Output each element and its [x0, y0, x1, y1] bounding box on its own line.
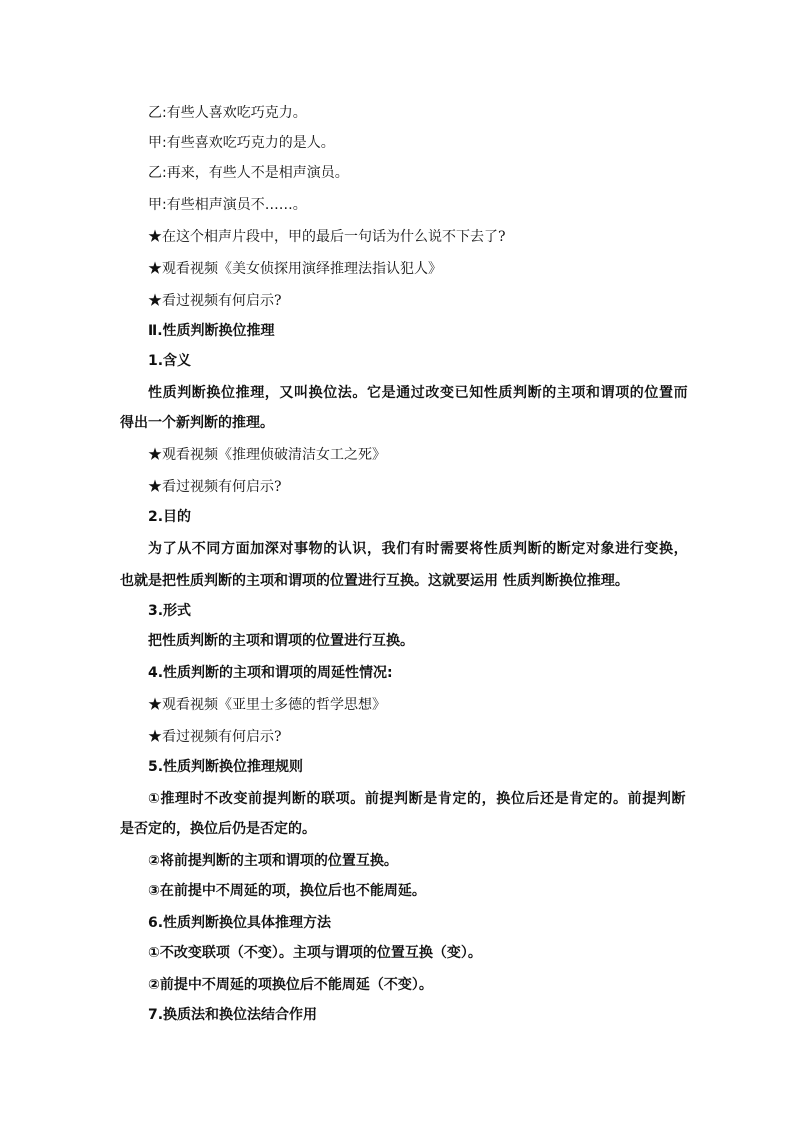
video-star-2: ★观看视频《推理侦破清洁女工之死》 [148, 447, 386, 463]
subheading-5: 5.性质判断换位推理规则 [148, 759, 304, 775]
dialogue-line-yi-2: 乙:再来，有些人不是相声演员。 [148, 165, 349, 181]
rule-1-line-1: ①推理时不改变前提判断的联项。前提判断是肯定的，换位后还是肯定的。前提判断 [148, 791, 687, 807]
insight-star-1: ★看过视频有何启示? [148, 293, 282, 309]
insight-star-2: ★看过视频有何启示? [148, 479, 282, 495]
question-star-1: ★在这个相声片段中，甲的最后一句话为什么说不下去了? [148, 229, 506, 245]
subheading-1: 1.含义 [148, 353, 192, 369]
video-star-1: ★观看视频《美女侦探用演绎推理法指认犯人》 [148, 261, 442, 277]
dialogue-line-jia-1: 甲:有些喜欢吃巧克力的是人。 [148, 135, 335, 151]
rule-1-line-2: 是否定的，换位后仍是否定的。 [120, 821, 316, 837]
paragraph-definition-line-2: 得出一个新判断的推理。 [120, 415, 274, 431]
method-2: ②前提中不周延的项换位后不能周延（不变）。 [148, 977, 433, 993]
subheading-6: 6.性质判断换位具体推理方法 [148, 915, 332, 931]
section-heading-ii: Ⅱ.性质判断换位推理 [148, 323, 275, 339]
subheading-7: 7.换质法和换位法结合作用 [148, 1007, 318, 1023]
method-1: ①不改变联项（不变）。主项与谓项的位置互换（变）。 [148, 945, 482, 961]
rule-2: ②将前提判断的主项和谓项的位置互换。 [148, 853, 398, 869]
subheading-2: 2.目的 [148, 509, 192, 525]
subheading-4: 4.性质判断的主项和谓项的周延性情况: [148, 665, 393, 681]
subheading-3: 3.形式 [148, 603, 192, 619]
rule-3: ③在前提中不周延的项，换位后也不能周延。 [148, 883, 426, 899]
dialogue-line-jia-2: 甲:有些相声演员不……。 [148, 197, 307, 213]
paragraph-purpose-line-2: 也就是把性质判断的主项和谓项的位置进行互换。这就要运用 性质判断换位推理。 [120, 573, 629, 589]
video-star-3: ★观看视频《亚里士多德的哲学思想》 [148, 697, 386, 713]
insight-star-3: ★看过视频有何启示? [148, 729, 282, 745]
dialogue-line-yi-1: 乙:有些人喜欢吃巧克力。 [148, 105, 307, 121]
paragraph-definition-line-1: 性质判断换位推理，又叫换位法。它是通过改变已知性质判断的主项和谓项的位置而 [148, 385, 689, 401]
paragraph-form: 把性质判断的主项和谓项的位置进行互换。 [148, 633, 414, 649]
paragraph-purpose-line-1: 为了从不同方面加深对事物的认识，我们有时需要将性质判断的断定对象进行变换， [148, 541, 689, 557]
